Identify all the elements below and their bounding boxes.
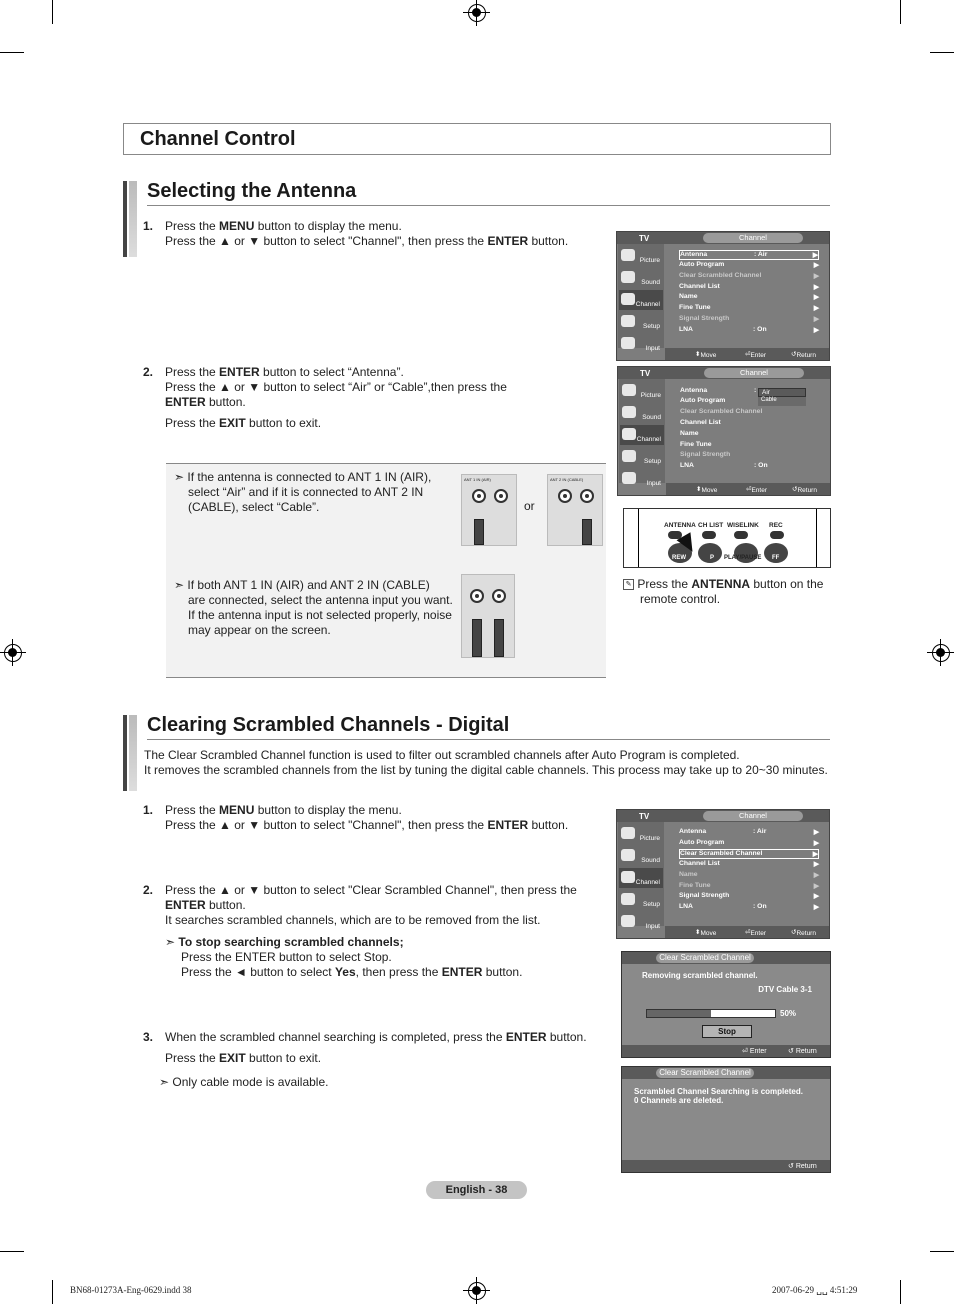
step-number: 1. — [143, 219, 154, 233]
crop-mark — [900, 1280, 901, 1304]
registration-mark-icon — [468, 1282, 486, 1300]
remote-control-illustration: ANTENNA CH LIST WISELINK REC REW P PLAY/PAUSE FF — [623, 508, 831, 568]
step-text: Press the MENU button to display the menu. Press the ▲ or ▼ button to select "Channel", then press the ENTER button. — [165, 219, 569, 248]
menu-item: Name ▶ — [679, 293, 819, 301]
tv-menu-screen: TV Channel Picture Sound Channel Setup Input Antenna : Air ▶ Auto Program ▶ Clear Scrambled Channel ▶ Channel List ▶ Name ▶ Fine Tune ▶ Signal Strength ▶ LNA : On ▶ ⬍ Move ⏎ Enter ↺ Return — [616, 231, 830, 361]
crop-mark — [0, 1251, 24, 1252]
menu-item-antenna: Antenna : Air ▶ — [680, 251, 818, 259]
step-text: When the scrambled channel searching is completed, press the ENTER button. Press the EXIT button to exit. ➣ Only cable mode is available. — [159, 1030, 587, 1089]
menu-item: Channel List ▶ — [679, 283, 819, 291]
registration-mark-icon — [932, 644, 950, 662]
menu-item: LNA : On ▶ — [679, 326, 819, 334]
section-title: Clearing Scrambled Channels - Digital — [147, 714, 510, 736]
dropdown-cable: Cable — [758, 397, 806, 406]
menu-item: Signal Strength ▶ — [679, 315, 819, 323]
section-title: Selecting the Antenna — [147, 180, 357, 202]
step-number: 1. — [143, 803, 154, 817]
note-text: ➣ If both ANT 1 IN (AIR) and ANT 2 IN (CABLE) are connected, select the antenna input you want. If the antenna input is not selected properly, noise may appear on the screen. — [174, 578, 453, 637]
intro-text: The Clear Scrambled Channel function is used to filter out scrambled channels after Auto Program is completed. It removes the scrambled channels from the list by tuning the digital cable channels. This process may take up to 20~30 minutes. — [144, 748, 828, 777]
step-number: 3. — [143, 1030, 154, 1044]
sidebar-item-sound: Sound — [619, 268, 663, 288]
crop-mark — [930, 52, 954, 53]
page-number-badge: English - 38 — [426, 1181, 527, 1199]
sidebar-item-picture: Picture — [619, 246, 663, 266]
registration-mark-icon — [468, 4, 486, 22]
note-text: ➣ If the antenna is connected to ANT 1 IN (AIR), select “Air” and if it is connected to ANT 2 IN (CABLE), select “Cable”. — [174, 470, 432, 514]
clear-scrambled-complete-dialog: Clear Scrambled Channel Scrambled Channel Searching is completed. 0 Channels are deleted. ↺ Return — [621, 1066, 831, 1173]
tv-menu-screen-dropdown: TV Channel Picture Sound Channel Setup Input Antenna : Air Cable Auto Program Clear Scrambled Channel Channel List Name Fine Tune Signal Strength LNA : On ⬍ Move ⏎ Enter ↺ Return — [617, 366, 831, 496]
page-title: Channel Control — [140, 128, 296, 150]
step-number: 2. — [143, 883, 154, 897]
step-number: 2. — [143, 365, 154, 379]
print-date-info: 2007-06-29 ␣␣ 4:51:29 — [772, 1285, 858, 1295]
note-icon: ✎ — [623, 579, 634, 590]
antenna-connection-diagram: ANT 1 IN (AIR) — [461, 474, 517, 546]
step-text: Press the MENU button to display the menu. Press the ▲ or ▼ button to select "Channel", then press the ENTER button. — [165, 803, 569, 832]
menu-item: Clear Scrambled Channel ▶ — [679, 272, 819, 280]
stop-button[interactable]: Stop — [702, 1025, 752, 1038]
tv-menu-screen: TV Channel Picture Sound Channel Setup Input Antenna : Air ▶ Auto Program ▶ Clear Scrambled Channel ▶ Channel List ▶ Name ▶ Fine Tune ▶ Signal Strength ▶ LNA : On ▶ ⬍ Move ⏎ Enter ↺ Return — [616, 809, 830, 939]
crop-mark — [900, 0, 901, 24]
crop-mark — [930, 1251, 954, 1252]
progress-bar — [646, 1009, 776, 1018]
antenna-connection-diagram: ANT 2 IN (CABLE) — [547, 474, 603, 546]
clear-scrambled-progress-dialog: Clear Scrambled Channel Removing scrambled channel. DTV Cable 3-1 50% Stop ⏎ Enter ↺ Return — [621, 951, 831, 1058]
step-text: Press the ▲ or ▼ button to select "Clear Scrambled Channel", then press the ENTER button. It searches scrambled channels, which are to be removed from the list. ➣ To stop searching scrambled channels; Press the ENTER button to select Stop. Press the ◄ button to select Yes, then press the ENTER button. — [165, 883, 577, 979]
menu-item: Auto Program ▶ — [679, 261, 819, 269]
remote-note: ✎ Press the ANTENNA button on the remote control. — [623, 577, 833, 607]
crop-mark — [52, 1280, 53, 1304]
page-title-box — [123, 123, 831, 155]
step-text: Press the ENTER button to select “Antenna”. Press the ▲ or ▼ button to select “Air” or “Cable”,then press the ENTER button. Press the EXIT button to exit. — [165, 365, 507, 430]
crop-mark — [52, 0, 53, 24]
sidebar-item-setup: Setup — [619, 312, 663, 332]
registration-mark-icon — [4, 644, 22, 662]
or-label: or — [524, 499, 535, 513]
dropdown-air: Air — [758, 388, 806, 397]
menu-item: Fine Tune ▶ — [679, 304, 819, 312]
sidebar-item-input: Input — [619, 334, 663, 354]
print-file-info: BN68-01273A-Eng-0629.indd 38 — [70, 1285, 192, 1295]
antenna-connection-diagram — [461, 574, 515, 658]
note-box — [166, 463, 606, 678]
crop-mark — [0, 52, 24, 53]
sidebar-item-channel: Channel — [619, 290, 663, 310]
